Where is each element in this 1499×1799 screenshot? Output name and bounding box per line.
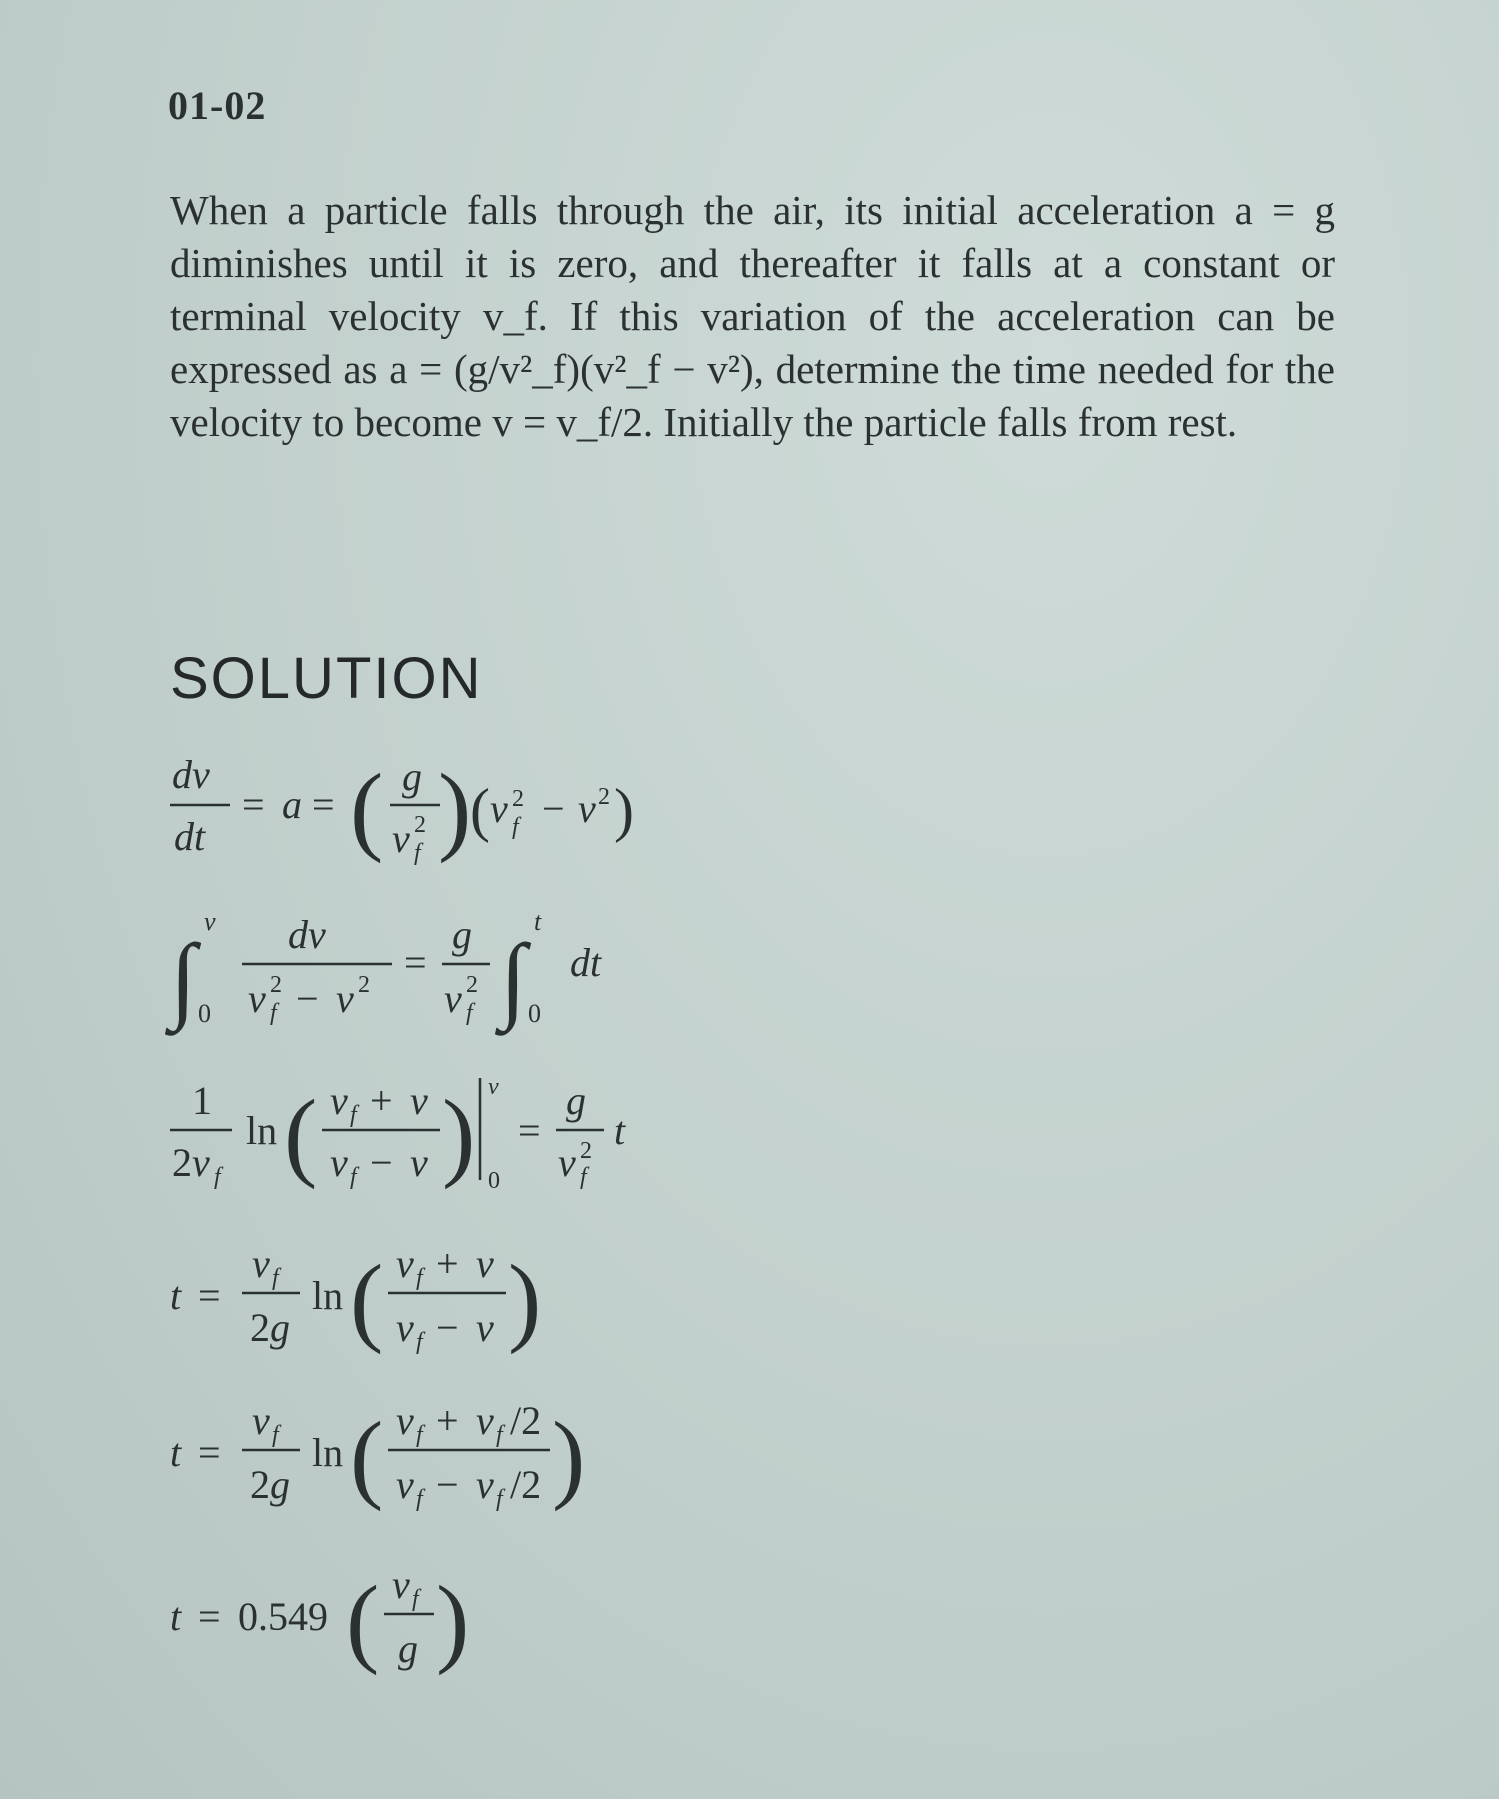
svg-text:(: ( bbox=[350, 753, 384, 864]
svg-text:v: v bbox=[410, 1078, 428, 1123]
svg-text:∫: ∫ bbox=[170, 924, 197, 1031]
svg-text:/2: /2 bbox=[510, 1462, 542, 1507]
svg-text:v: v bbox=[476, 1241, 494, 1286]
svg-text:2: 2 bbox=[358, 972, 370, 998]
svg-text:g: g bbox=[566, 1078, 586, 1123]
svg-text:∫: ∫ bbox=[500, 924, 527, 1031]
svg-text:=: = bbox=[198, 1594, 221, 1639]
svg-text:−: − bbox=[542, 786, 565, 831]
svg-text:(: ( bbox=[346, 1565, 380, 1676]
svg-text:ln: ln bbox=[312, 1430, 344, 1475]
svg-text:0: 0 bbox=[198, 999, 211, 1028]
svg-text:+: + bbox=[436, 1398, 459, 1443]
svg-text:v: v bbox=[488, 1074, 499, 1100]
svg-text:v: v bbox=[410, 1140, 428, 1185]
svg-text:f: f bbox=[414, 840, 421, 866]
problem-statement bbox=[170, 184, 1335, 449]
svg-text:dv: dv bbox=[288, 912, 326, 957]
svg-text:f: f bbox=[272, 1422, 279, 1448]
equation-3 bbox=[170, 1070, 730, 1200]
svg-text:=: = bbox=[312, 782, 335, 827]
svg-text:v: v bbox=[392, 816, 410, 861]
svg-text:=: = bbox=[404, 940, 427, 985]
svg-text:v: v bbox=[396, 1305, 414, 1350]
svg-text:t: t bbox=[614, 1108, 626, 1153]
svg-text:0.549: 0.549 bbox=[238, 1594, 328, 1639]
problem-number: 01-02 bbox=[168, 83, 267, 128]
svg-text:v: v bbox=[476, 1398, 494, 1443]
svg-text:f: f bbox=[416, 1422, 423, 1448]
svg-text:v: v bbox=[330, 1078, 348, 1123]
svg-text:g: g bbox=[402, 754, 422, 799]
svg-text:v: v bbox=[558, 1140, 576, 1185]
svg-text:2: 2 bbox=[466, 972, 478, 998]
svg-text:f: f bbox=[416, 1329, 423, 1355]
problem-statement-text: When a particle falls through the air, its initial acceleration a = g diminishes until it is zero, and thereafter it falls at a constant or terminal velocity v_f. If this variation of the acceleration can be expressed as a = (g/v²_f)(v²_f − v²), determine the time needed for the velocity to become v = v_f/2. Initially the particle falls from rest. bbox=[170, 187, 1335, 445]
svg-text:=: = bbox=[198, 1273, 221, 1318]
svg-text:f: f bbox=[350, 1164, 357, 1190]
svg-text:): ) bbox=[436, 1565, 470, 1676]
svg-text:): ) bbox=[614, 777, 634, 843]
svg-text:t: t bbox=[170, 1273, 182, 1318]
equation-5 bbox=[170, 1392, 730, 1522]
svg-text:2: 2 bbox=[598, 784, 610, 810]
svg-text:v: v bbox=[396, 1241, 414, 1286]
svg-text:dt: dt bbox=[174, 814, 206, 859]
svg-text:(: ( bbox=[284, 1079, 318, 1190]
equation-1 bbox=[170, 750, 730, 880]
svg-text:f: f bbox=[466, 1000, 473, 1026]
svg-text:−: − bbox=[436, 1305, 459, 1350]
svg-text:v: v bbox=[252, 1398, 270, 1443]
svg-text:t: t bbox=[534, 907, 542, 936]
svg-text:a: a bbox=[282, 782, 302, 827]
svg-text:f: f bbox=[270, 1000, 277, 1026]
svg-text:1: 1 bbox=[192, 1078, 212, 1123]
svg-text:f: f bbox=[412, 1586, 419, 1612]
svg-text:+: + bbox=[436, 1241, 459, 1286]
svg-text:=: = bbox=[518, 1108, 541, 1153]
svg-text:v: v bbox=[444, 976, 462, 1021]
svg-text:(: ( bbox=[350, 1401, 384, 1512]
svg-text:2: 2 bbox=[580, 1138, 592, 1164]
svg-text:v: v bbox=[578, 786, 596, 831]
svg-text:−: − bbox=[436, 1462, 459, 1507]
svg-text:=: = bbox=[242, 782, 265, 827]
svg-text:g: g bbox=[398, 1626, 418, 1671]
svg-text:v: v bbox=[396, 1462, 414, 1507]
svg-text:(: ( bbox=[470, 777, 490, 843]
svg-text:t: t bbox=[170, 1594, 182, 1639]
svg-text:v: v bbox=[476, 1462, 494, 1507]
svg-text:v: v bbox=[476, 1305, 494, 1350]
svg-text:f: f bbox=[214, 1164, 221, 1190]
svg-text:v: v bbox=[396, 1398, 414, 1443]
equation-2 bbox=[170, 900, 730, 1040]
svg-text:−: − bbox=[370, 1140, 393, 1185]
svg-text:f: f bbox=[416, 1486, 423, 1512]
svg-text:dt: dt bbox=[570, 940, 602, 985]
svg-text:f: f bbox=[496, 1422, 503, 1448]
svg-text:v: v bbox=[252, 1241, 270, 1286]
equation-4 bbox=[170, 1235, 730, 1365]
svg-text:2v: 2v bbox=[172, 1140, 210, 1185]
svg-text:dv: dv bbox=[172, 752, 210, 797]
svg-text:−: − bbox=[296, 976, 319, 1021]
svg-text:2g: 2g bbox=[250, 1462, 290, 1507]
svg-text:): ) bbox=[438, 753, 472, 864]
svg-text:2: 2 bbox=[512, 786, 524, 812]
svg-text:): ) bbox=[508, 1244, 542, 1355]
svg-text:v: v bbox=[392, 1562, 410, 1607]
svg-text:t: t bbox=[170, 1430, 182, 1475]
svg-text:f: f bbox=[416, 1265, 423, 1291]
svg-text:2g: 2g bbox=[250, 1305, 290, 1350]
svg-text:ln: ln bbox=[246, 1108, 278, 1153]
svg-text:(: ( bbox=[350, 1244, 384, 1355]
solution-heading: SOLUTION bbox=[170, 646, 483, 711]
svg-text:): ) bbox=[442, 1079, 476, 1190]
svg-text:0: 0 bbox=[528, 999, 541, 1028]
svg-text:f: f bbox=[350, 1102, 357, 1128]
svg-text:=: = bbox=[198, 1430, 221, 1475]
svg-text:f: f bbox=[512, 814, 519, 840]
svg-text:v: v bbox=[336, 976, 354, 1021]
svg-text:f: f bbox=[272, 1265, 279, 1291]
svg-text:v: v bbox=[204, 907, 216, 936]
svg-text:f: f bbox=[496, 1486, 503, 1512]
svg-text:0: 0 bbox=[488, 1168, 500, 1194]
svg-text:+: + bbox=[370, 1078, 393, 1123]
svg-text:): ) bbox=[552, 1401, 586, 1512]
svg-text:g: g bbox=[452, 912, 472, 957]
svg-text:v: v bbox=[248, 976, 266, 1021]
svg-text:v: v bbox=[330, 1140, 348, 1185]
equation-6 bbox=[170, 1556, 590, 1686]
svg-text:ln: ln bbox=[312, 1273, 344, 1318]
svg-text:2: 2 bbox=[270, 972, 282, 998]
svg-text:/2: /2 bbox=[510, 1398, 542, 1443]
svg-text:2: 2 bbox=[414, 812, 426, 838]
svg-text:v: v bbox=[490, 786, 508, 831]
svg-text:f: f bbox=[580, 1164, 587, 1190]
